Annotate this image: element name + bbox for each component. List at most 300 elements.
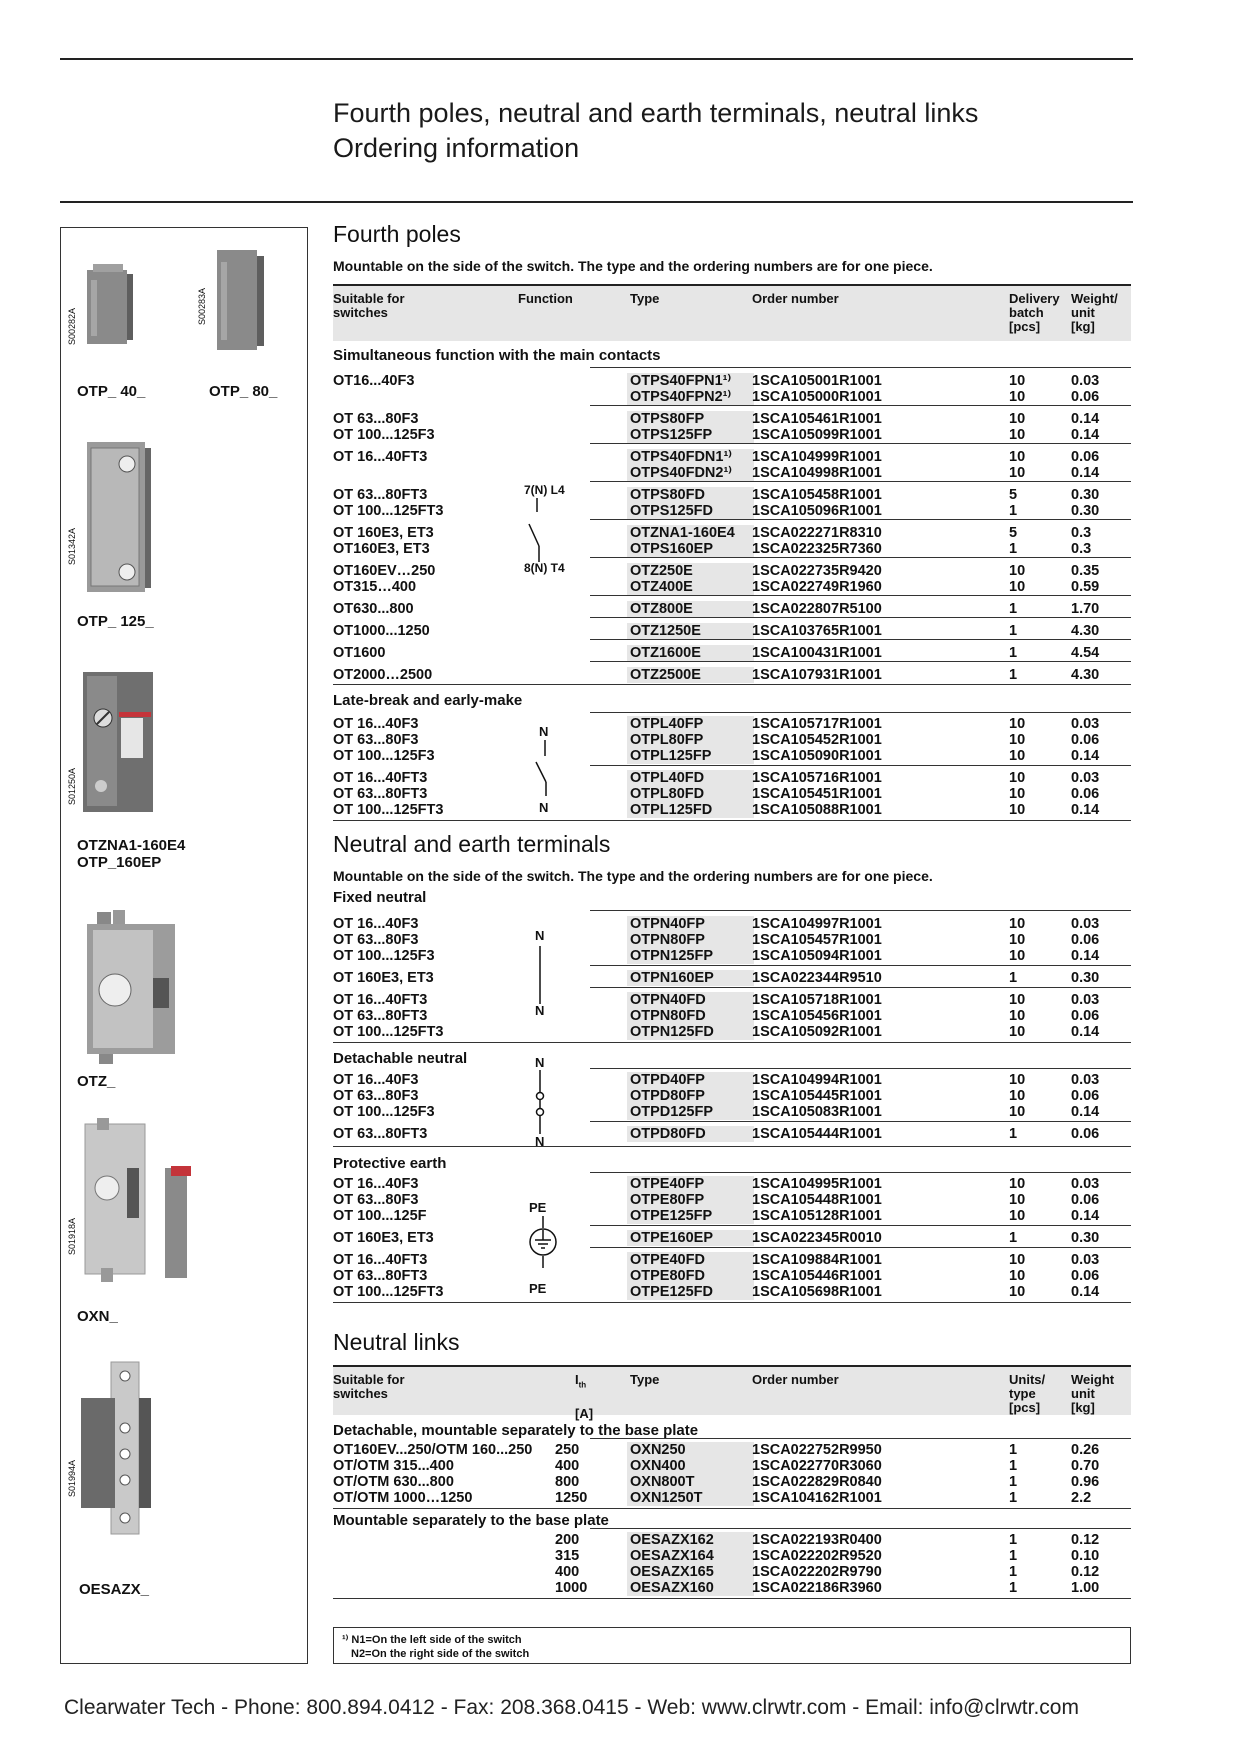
table-cell: 1SCA105717R1001 [752,716,882,732]
footnote-box [333,1627,1131,1664]
table-cell: 1.00 [1071,1580,1100,1596]
col-type: Type [630,291,660,306]
row-rule [590,1121,1131,1122]
table-cell: 1SCA104997R1001 [752,916,882,932]
table-cell: OTZ250E [627,563,754,579]
table-cell: OT/OTM 1000…1250 [333,1490,473,1506]
table-cell: 1SCA105448R1001 [752,1192,882,1208]
table-cell: OT630...800 [333,601,414,617]
table-cell: 1 [1009,623,1018,639]
table-cell: OT160EV...250/OTM 160...250 [333,1442,533,1458]
table-cell: 1SCA022325R7360 [752,541,882,557]
row-rule [590,987,1131,988]
subsection-title: Detachable, mountable separately to the base plate [333,1422,699,1439]
table-cell: 1SCA022735R9420 [752,563,882,579]
table-cell: 1SCA105458R1001 [752,487,882,503]
table-cell: 0.14 [1071,1104,1100,1120]
pe-symbol-label: PE [529,1200,547,1215]
table-cell: 0.06 [1071,786,1100,802]
table-cell: OT 16...40F3 [333,916,419,932]
neutral-symbol-label: N [535,1003,545,1018]
table-cell: OT 100...125FT3 [333,802,444,818]
table-cell: OTPL40FP [627,716,754,732]
table-cell: OXN800T [627,1474,754,1490]
table-cell: 1SCA105001R1001 [752,373,882,389]
col-ith: $I_{th}$ [A] [575,1372,594,1421]
otzna1-image [77,668,167,816]
table-cell: OTPD125FP [627,1104,754,1120]
table-cell: 10 [1009,948,1026,964]
table-cell: OTPD80FP [627,1088,754,1104]
otp-40-image [81,260,137,348]
table-cell: 10 [1009,1284,1026,1300]
section-heading-fourth-poles: Fourth poles [333,221,461,247]
table-cell: 0.03 [1071,1072,1100,1088]
table-cell: OXN1250T [627,1490,754,1506]
table-cell: OT 63...80F3 [333,411,419,427]
table-cell: OT 16...40F3 [333,1176,419,1192]
pe-symbol-label: PE [529,1281,547,1296]
table-cell: OTZ800E [627,601,754,617]
subsection-title: Protective earth [333,1155,447,1172]
table-cell: OT 100...125FT3 [333,1284,444,1300]
table-cell: OT 16...40F3 [333,716,419,732]
table-cell: 10 [1009,748,1026,764]
table-cell: 0.06 [1071,1008,1100,1024]
subsection-title: Late-break and early-make [333,692,523,709]
product-label: OTP_ 125_ [77,613,154,630]
table-cell: OTPE160EP [627,1230,754,1246]
table-cell: OTPL80FD [627,786,754,802]
table-cell: OTPE125FD [627,1284,754,1300]
row-rule [590,443,1131,444]
row-rule [590,367,1131,368]
table-header [333,284,1131,341]
table-cell: OT 63...80F3 [333,932,419,948]
table-cell: OESAZX162 [627,1532,754,1548]
table-cell: OTPS160EP [627,541,754,557]
table-cell: OTPS40FPN2¹⁾ [627,389,754,405]
table-cell: 1SCA105461R1001 [752,411,882,427]
col-weight: Weight/ unit [kg] [1071,291,1118,334]
table-cell: 1SCA022770R3060 [752,1458,882,1474]
table-cell: 1 [1009,1564,1018,1580]
table-cell: 0.14 [1071,748,1100,764]
table-cell: 0.03 [1071,992,1100,1008]
row-rule [333,684,1131,685]
table-cell: 0.12 [1071,1532,1100,1548]
table-cell: 0.35 [1071,563,1100,579]
table-cell: 1SCA105718R1001 [752,992,882,1008]
col-order: Order number [752,1372,839,1387]
table-cell: 200 [555,1532,580,1548]
row-rule [590,1225,1131,1226]
product-label: OXN_ [77,1308,118,1325]
table-cell: 10 [1009,992,1026,1008]
table-cell: OT 63...80FT3 [333,1008,428,1024]
table-cell: 1SCA105092R1001 [752,1024,882,1040]
table-cell: 1SCA105451R1001 [752,786,882,802]
otz-image [79,908,189,1068]
neutral-symbol-label: N [535,1134,545,1149]
table-cell: OT 63...80F3 [333,1192,419,1208]
table-cell: 0.14 [1071,1024,1100,1040]
table-cell: 0.06 [1071,389,1100,405]
table-cell: 10 [1009,563,1026,579]
table-cell: 0.14 [1071,465,1100,481]
footnote-line: ¹⁾ N1=On the left side of the switch [342,1634,522,1646]
table-cell: OT 16...40FT3 [333,449,428,465]
table-cell: 1SCA105096R1001 [752,503,882,519]
table-cell: OT 160E3, ET3 [333,970,434,986]
table-cell: 1SCA104998R1001 [752,465,882,481]
table-cell: 10 [1009,449,1026,465]
table-cell: OT 100...125FT3 [333,1024,444,1040]
fixed-neutral-icon [530,946,550,1006]
section-note: Mountable on the side of the switch. The type and the ordering numbers are for one piece. [333,868,933,884]
table-cell: OT 16...40F3 [333,1072,419,1088]
table-cell: 0.03 [1071,770,1100,786]
table-cell: 1SCA105094R1001 [752,948,882,964]
table-cell: 0.03 [1071,1252,1100,1268]
table-cell: 10 [1009,1072,1026,1088]
table-cell: 4.30 [1071,623,1100,639]
row-rule [590,712,1131,713]
table-cell: 1SCA109884R1001 [752,1252,882,1268]
table-cell: 1SCA022202R9790 [752,1564,882,1580]
table-cell: 0.26 [1071,1442,1100,1458]
table-cell: OTPE40FD [627,1252,754,1268]
row-rule [333,1146,1131,1147]
table-cell: 1SCA105083R1001 [752,1104,882,1120]
table-cell: 0.3 [1071,525,1092,541]
table-cell: 1250 [555,1490,588,1506]
earth-icon [526,1216,560,1268]
table-cell: 0.96 [1071,1474,1100,1490]
table-cell: 1SCA022202R9520 [752,1548,882,1564]
table-cell: OTPN80FD [627,1008,754,1024]
subsection-title: Simultaneous function with the main contacts [333,347,661,364]
table-cell: OT 100...125F3 [333,748,435,764]
image-code: S01918A [67,1218,77,1256]
table-cell: OTPL125FP [627,748,754,764]
col-function: Function [518,291,573,306]
table-cell: 0.30 [1071,487,1100,503]
table-cell: 5 [1009,487,1018,503]
footnote-line: N2=On the right side of the switch [351,1648,530,1660]
row-rule [590,1528,1131,1529]
table-cell: 1SCA022193R0400 [752,1532,882,1548]
table-cell: 1SCA105444R1001 [752,1126,882,1142]
table-cell: 1SCA105698R1001 [752,1284,882,1300]
top-rule [60,58,1133,60]
table-cell: 1 [1009,667,1018,683]
table-cell: 10 [1009,373,1026,389]
table-cell: OT1600 [333,645,386,661]
product-label: OTZNA1-160E4 [77,837,186,854]
row-rule [590,405,1131,406]
table-cell: 2.2 [1071,1490,1092,1506]
table-cell: OT 63...80FT3 [333,1268,428,1284]
table-cell: 1SCA104995R1001 [752,1176,882,1192]
table-cell: 1SCA022829R0840 [752,1474,882,1490]
col-units: Units/ type [pcs] [1009,1372,1046,1415]
table-cell: 1 [1009,541,1018,557]
title-rule [60,201,1133,203]
table-cell: 1 [1009,1126,1018,1142]
table-cell: 1000 [555,1580,588,1596]
page-footer: Clearwater Tech - Phone: 800.894.0412 - Fax: 208.368.0415 - Web: www.clrwtr.com - Email: info@clrwtr.com [64,1696,1079,1719]
table-cell: 10 [1009,1208,1026,1224]
table-cell: 0.14 [1071,802,1100,818]
table-cell: OTZ2500E [627,667,754,683]
table-cell: 1 [1009,1458,1018,1474]
row-rule [333,1508,1131,1509]
oxn-image [81,1118,201,1288]
table-cell: OESAZX160 [627,1580,754,1596]
table-cell: 0.03 [1071,1176,1100,1192]
table-cell: OT 100...125F3 [333,948,435,964]
table-cell: 1SCA105457R1001 [752,932,882,948]
table-cell: 315 [555,1548,580,1564]
product-label: OTZ_ [77,1073,116,1090]
subsection-title: Detachable neutral [333,1050,468,1067]
table-cell: 0.30 [1071,1230,1100,1246]
image-code: S00283A [197,288,207,326]
table-cell: OT160E3, ET3 [333,541,430,557]
table-cell: 1SCA022344R9510 [752,970,882,986]
table-cell: 1SCA022752R9950 [752,1442,882,1458]
table-cell: OT16...40F3 [333,373,415,389]
table-cell: 400 [555,1564,580,1580]
table-cell: 800 [555,1474,580,1490]
neutral-symbol-label: N [539,724,549,739]
table-cell: 0.06 [1071,1088,1100,1104]
table-cell: OT2000…2500 [333,667,433,683]
table-cell: OT 100...125FT3 [333,503,444,519]
row-rule [590,481,1131,482]
table-cell: OT 63...80F3 [333,1088,419,1104]
table-cell: OTPN80FP [627,932,754,948]
table-cell: 1 [1009,503,1018,519]
table-cell: 1SCA022807R5100 [752,601,882,617]
table-cell: 4.54 [1071,645,1100,661]
image-code: S01250A [67,768,77,806]
table-cell: 4.30 [1071,667,1100,683]
table-cell: 10 [1009,427,1026,443]
row-rule [333,820,1131,821]
table-cell: OT160EV…250 [333,563,436,579]
table-cell: OTZ1600E [627,645,754,661]
row-rule [590,595,1131,596]
table-cell: 1SCA022345R0010 [752,1230,882,1246]
table-cell: 10 [1009,1008,1026,1024]
table-cell: 1SCA100431R1001 [752,645,882,661]
table-cell: 1SCA105128R1001 [752,1208,882,1224]
table-cell: OESAZX165 [627,1564,754,1580]
switch-contact-icon [524,496,554,568]
col-weight: Weight unit [kg] [1071,1372,1115,1415]
row-rule [590,910,1131,911]
switch-symbol-label-top: 7(N) L4 [524,483,565,497]
table-cell: OTPE80FP [627,1192,754,1208]
row-rule [333,1598,1131,1599]
row-rule [333,1042,1131,1043]
row-rule [590,1172,1131,1173]
table-cell: 5 [1009,525,1018,541]
product-label: OTP_ 80_ [209,383,278,400]
table-cell: 10 [1009,1252,1026,1268]
table-cell: 0.06 [1071,1268,1100,1284]
table-cell: 250 [555,1442,580,1458]
table-cell: 10 [1009,916,1026,932]
table-cell: 1SCA105090R1001 [752,748,882,764]
table-cell: 0.06 [1071,932,1100,948]
table-cell: OT 63...80FT3 [333,1126,428,1142]
table-cell: 1SCA104999R1001 [752,449,882,465]
table-cell: OTPE40FP [627,1176,754,1192]
table-cell: 0.06 [1071,1192,1100,1208]
otp-80-image [209,244,269,356]
row-rule [590,1068,1131,1069]
table-cell: OT315…400 [333,579,417,595]
table-cell: 1 [1009,601,1018,617]
table-cell: OT 16...40FT3 [333,770,428,786]
late-break-contact-icon [530,738,560,800]
table-cell: 0.14 [1071,411,1100,427]
neutral-symbol-label: N [535,928,545,943]
section-note: Mountable on the side of the switch. The type and the ordering numbers are for one piece. [333,258,933,274]
col-delivery: Delivery batch [pcs] [1009,291,1060,334]
table-cell: 1SCA104994R1001 [752,1072,882,1088]
table-cell: 10 [1009,770,1026,786]
table-cell: OT/OTM 315...400 [333,1458,454,1474]
table-cell: 10 [1009,1104,1026,1120]
table-cell: 1.70 [1071,601,1100,617]
table-cell: 10 [1009,716,1026,732]
section-heading-neutral-links: Neutral links [333,1329,460,1355]
table-cell: 1SCA103765R1001 [752,623,882,639]
product-label: OTP_160EP [77,854,162,871]
table-cell: OXN250 [627,1442,754,1458]
table-cell: OTPL125FD [627,802,754,818]
table-cell: OT1000...1250 [333,623,430,639]
row-rule [590,661,1131,662]
table-cell: 1SCA105716R1001 [752,770,882,786]
col-suitable: Suitable for switches [333,1372,405,1401]
table-cell: 1 [1009,1230,1018,1246]
subsection-title: Mountable separately to the base plate [333,1512,609,1529]
otp-125-image [81,438,155,596]
table-cell: OESAZX164 [627,1548,754,1564]
row-rule [590,965,1131,966]
table-cell: OTPE80FD [627,1268,754,1284]
table-cell: OTPN125FP [627,948,754,964]
table-cell: 10 [1009,465,1026,481]
table-cell: OT 16...40FT3 [333,992,428,1008]
row-rule [590,1438,1131,1439]
table-cell: 0.06 [1071,732,1100,748]
table-cell: 1 [1009,645,1018,661]
table-cell: OTZ1250E [627,623,754,639]
table-cell: OTPS125FD [627,503,754,519]
table-cell: OTPD80FD [627,1126,754,1142]
table-cell: 0.14 [1071,1208,1100,1224]
table-cell: 0.14 [1071,427,1100,443]
table-cell: OTPN125FD [627,1024,754,1040]
row-rule [333,1302,1131,1303]
table-cell: 1SCA105446R1001 [752,1268,882,1284]
table-cell: OTPS80FP [627,411,754,427]
table-cell: 0.12 [1071,1564,1100,1580]
table-cell: 10 [1009,1268,1026,1284]
table-cell: 0.30 [1071,503,1100,519]
table-cell: OTPS125FP [627,427,754,443]
table-cell: OTZNA1-160E4 [627,525,754,541]
table-cell: 1 [1009,1490,1018,1506]
table-cell: OXN400 [627,1458,754,1474]
col-suitable: Suitable for switches [333,291,405,320]
table-cell: OT 100...125F3 [333,427,435,443]
table-cell: 0.06 [1071,449,1100,465]
table-cell: 10 [1009,802,1026,818]
table-cell: OTPS40FPN1¹⁾ [627,373,754,389]
switch-symbol-label-bottom: 8(N) T4 [524,561,565,575]
table-cell: 10 [1009,1088,1026,1104]
table-cell: OTZ400E [627,579,754,595]
table-cell: 0.14 [1071,948,1100,964]
table-cell: 1 [1009,1580,1018,1596]
table-cell: OT 63...80F3 [333,732,419,748]
subsection-title: Fixed neutral [333,889,427,906]
table-cell: 10 [1009,389,1026,405]
table-cell: OTPL40FD [627,770,754,786]
table-cell: 1SCA022186R3960 [752,1580,882,1596]
product-image-sidebar [60,227,308,1664]
table-cell: 1SCA105099R1001 [752,427,882,443]
row-rule [590,557,1131,558]
col-type: Type [630,1372,660,1387]
table-cell: 0.03 [1071,716,1100,732]
table-cell: OTPL80FP [627,732,754,748]
neutral-symbol-label: N [535,1055,545,1070]
col-order: Order number [752,291,839,306]
row-rule [590,1247,1131,1248]
table-cell: 1 [1009,1442,1018,1458]
table-cell: OT 160E3, ET3 [333,1230,434,1246]
table-cell: 1SCA105445R1001 [752,1088,882,1104]
table-cell: OTPS40FDN2¹⁾ [627,465,754,481]
table-cell: 1SCA022271R8310 [752,525,882,541]
table-cell: 10 [1009,1176,1026,1192]
table-cell: 0.70 [1071,1458,1100,1474]
table-cell: 10 [1009,786,1026,802]
table-cell: OT 63...80FT3 [333,487,428,503]
table-cell: 1SCA105456R1001 [752,1008,882,1024]
table-header [333,1365,1131,1421]
row-rule [590,617,1131,618]
table-cell: 1SCA104162R1001 [752,1490,882,1506]
row-rule [590,639,1131,640]
table-cell: 400 [555,1458,580,1474]
table-cell: 1SCA107931R1001 [752,667,882,683]
table-cell: 0.03 [1071,916,1100,932]
row-rule [590,519,1131,520]
section-heading-neutral-earth: Neutral and earth terminals [333,831,611,857]
table-cell: 10 [1009,1024,1026,1040]
table-cell: OT/OTM 630...800 [333,1474,454,1490]
table-cell: 0.10 [1071,1548,1100,1564]
